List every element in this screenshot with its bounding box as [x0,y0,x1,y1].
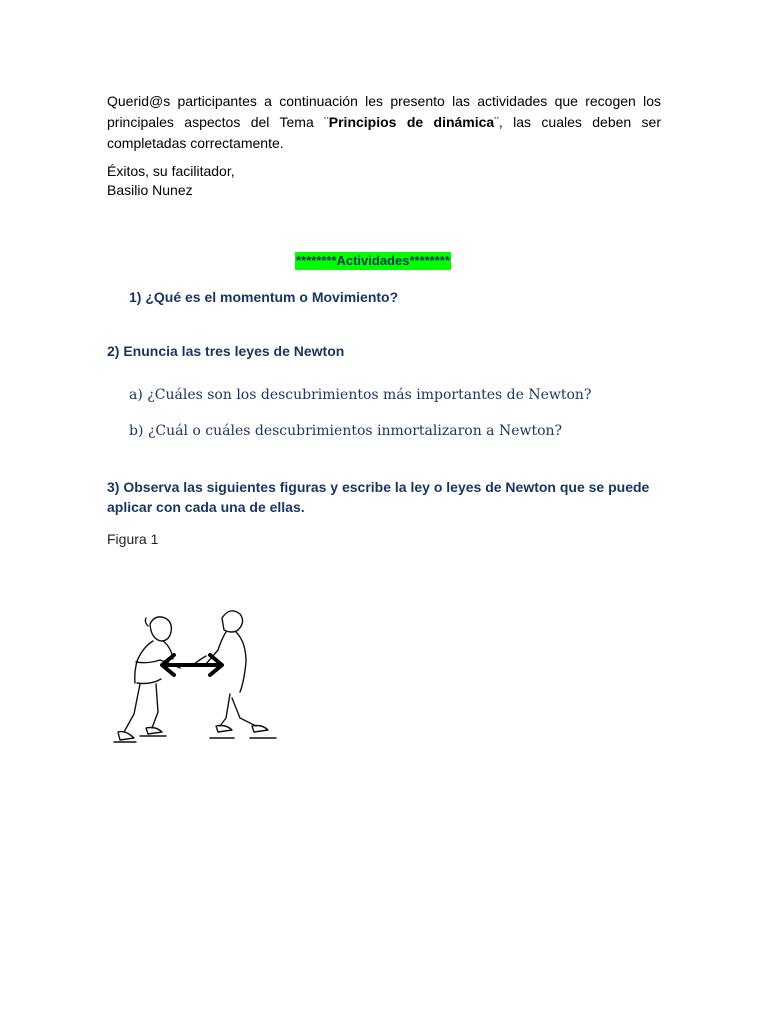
figure-1-label: Figura 1 [107,531,159,547]
intro-text-start: Querid@s participantes a continuación les presento las actividades que recogen los principales aspectos del Tema ¨ [107,93,661,130]
left-skater [114,617,180,742]
question-2b: b) ¿Cuál o cuáles descubrimientos inmortalizaron a Newton? [129,423,563,439]
intro-paragraph [107,91,661,154]
question-2: 2) Enuncia las tres leyes de Newton [107,343,345,359]
signature-line-1: Éxitos, su facilitador, [107,163,235,179]
question-2a: a) ¿Cuáles son los descubrimientos más importantes de Newton? [129,387,592,403]
question-1: 1) ¿Qué es el momentum o Movimiento? [129,289,399,305]
intro-text-end: ¨, las cuales deben ser completadas correctamente. [107,114,661,151]
double-arrow-icon [162,655,222,675]
question-3: 3) Observa las siguientes figuras y escribe la ley o leyes de Newton que se puede aplicar con cada una de ellas. [107,479,650,515]
activities-banner: ********Actividades******** [296,253,450,268]
topic-title: Principios de dinámica [328,114,495,130]
figure-1-skaters-illustration [110,604,290,754]
right-skater [192,611,276,738]
signature-line-2: Basilio Nunez [107,182,193,198]
